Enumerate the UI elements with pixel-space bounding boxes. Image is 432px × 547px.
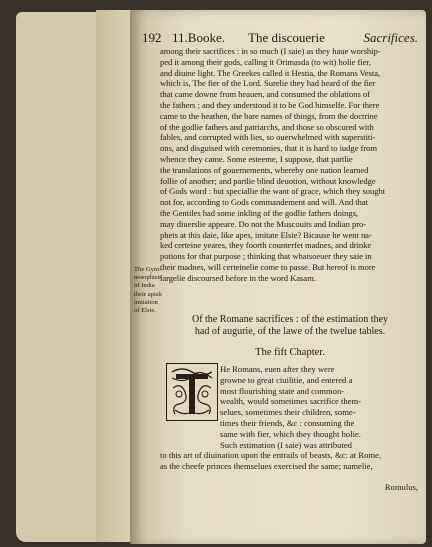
text-line: growne to great ciuilitie, and entered a	[220, 374, 353, 385]
text-line: ons, and disguised with ceremonies, that it is hard to iudge from	[160, 143, 378, 154]
chapter-title: The fift Chapter.	[255, 347, 325, 358]
text-line: ked certeine yeares, they foorth counterfet madnes, and drinke	[160, 240, 372, 251]
text-line: their madnes, will certeinelie come to passe. But hereof is more	[160, 261, 376, 272]
text-line: as the cheefe princes themselues exercised the same; namelie,	[160, 460, 373, 471]
margin-note-line: of India	[134, 282, 155, 290]
chapter-text-full	[160, 450, 420, 472]
text-line: came to the heathen, the bare names of things, from the doctrine	[160, 110, 378, 121]
text-line: ped it among their gods, calling it Orimasda (to wit) holie fier,	[160, 56, 371, 67]
text-line: phets at this daie, like apes, imitate Elsie? Bicause he went na-	[160, 229, 372, 240]
page-content	[130, 10, 426, 544]
text-line: among their sacrifices : in so much (I saie) as they haue worship-	[160, 46, 381, 56]
text-line: He Romans, euen after they were	[220, 364, 335, 374]
text-line: may diuerslie appeare. Do not the Muscouits and Indian pro-	[160, 218, 367, 229]
text-line: of the godlie fathers and patriarchs, and those so obscured with	[160, 121, 374, 132]
section-heading-line: Of the Romane sacrifices : of the estimation they	[191, 314, 389, 325]
text-line: same with fier, which they thought holie.	[220, 428, 361, 439]
section-heading-line: had of augurie, of the lawe of the twelue tables.	[194, 326, 386, 337]
text-line: whence they came. Some esteeme, I suppose, that partlie	[160, 153, 353, 164]
text-line: that came downe from heauen, and consumed the oblations of	[160, 89, 370, 100]
text-line: which is, The fier of the Lord. Surelie they had heard of the fier	[160, 78, 376, 89]
text-line: the Gentiles had some inkling of the godlie fathers doings,	[160, 207, 359, 218]
text-line: the translations of gouernements, whereby one nation learned	[160, 164, 369, 175]
running-title: The discouerie	[248, 30, 325, 45]
decorated-initial-t	[166, 363, 218, 421]
chapter-text-beside-initial	[220, 364, 420, 450]
text-line: the fathers ; and they understood it to be God himselfe. For there	[160, 99, 380, 110]
text-line: potions for that purpose ; thinking that whatsoeuer they saie in	[160, 251, 372, 262]
margin-note	[134, 266, 162, 315]
main-text-block	[160, 46, 420, 284]
text-line: fables, and corrupted with lies, so ouerwhelmed with superstiti-	[160, 132, 376, 143]
text-line: times their friends, &c : consuming the	[220, 417, 355, 428]
text-line: follie of another; and partlie blind deuotion, without knowledge	[160, 175, 376, 186]
text-line: largelie discoursed before in the word Kasam.	[160, 272, 316, 283]
page-header	[130, 30, 426, 46]
margin-note-line: imitation	[134, 298, 158, 306]
margin-note-line: The Gym-	[134, 266, 162, 273]
text-line: and diuine light. The Greekes called it Hestia, the Romans Vesta,	[160, 67, 381, 78]
section-title: Sacrifices.	[363, 30, 418, 45]
section-heading	[160, 314, 420, 338]
text-line: not for, according to Gods commandement and will. And that	[160, 197, 368, 208]
text-line: Such estimation (I saie) was attributed	[220, 439, 352, 450]
page-number: 192	[142, 30, 162, 45]
text-line: to this art of diuination upon the entrails of beasts, &c: at Rome,	[160, 450, 382, 460]
margin-note-line: their apish	[134, 290, 162, 298]
catchword: Romulus,	[384, 482, 418, 492]
text-line: of Gods word : but speciallie the want of grace, which they sought	[160, 186, 386, 197]
margin-note-line: nosophists	[134, 274, 162, 282]
margin-note-line: of Elsie.	[134, 307, 156, 315]
text-line: selues, sometimes their children, some-	[220, 407, 356, 418]
text-line: most flourishing state and common-	[220, 385, 345, 396]
text-line: wealth, would sometimes sacrifice them-	[220, 396, 362, 407]
book-label: 11.Booke.	[172, 30, 225, 45]
